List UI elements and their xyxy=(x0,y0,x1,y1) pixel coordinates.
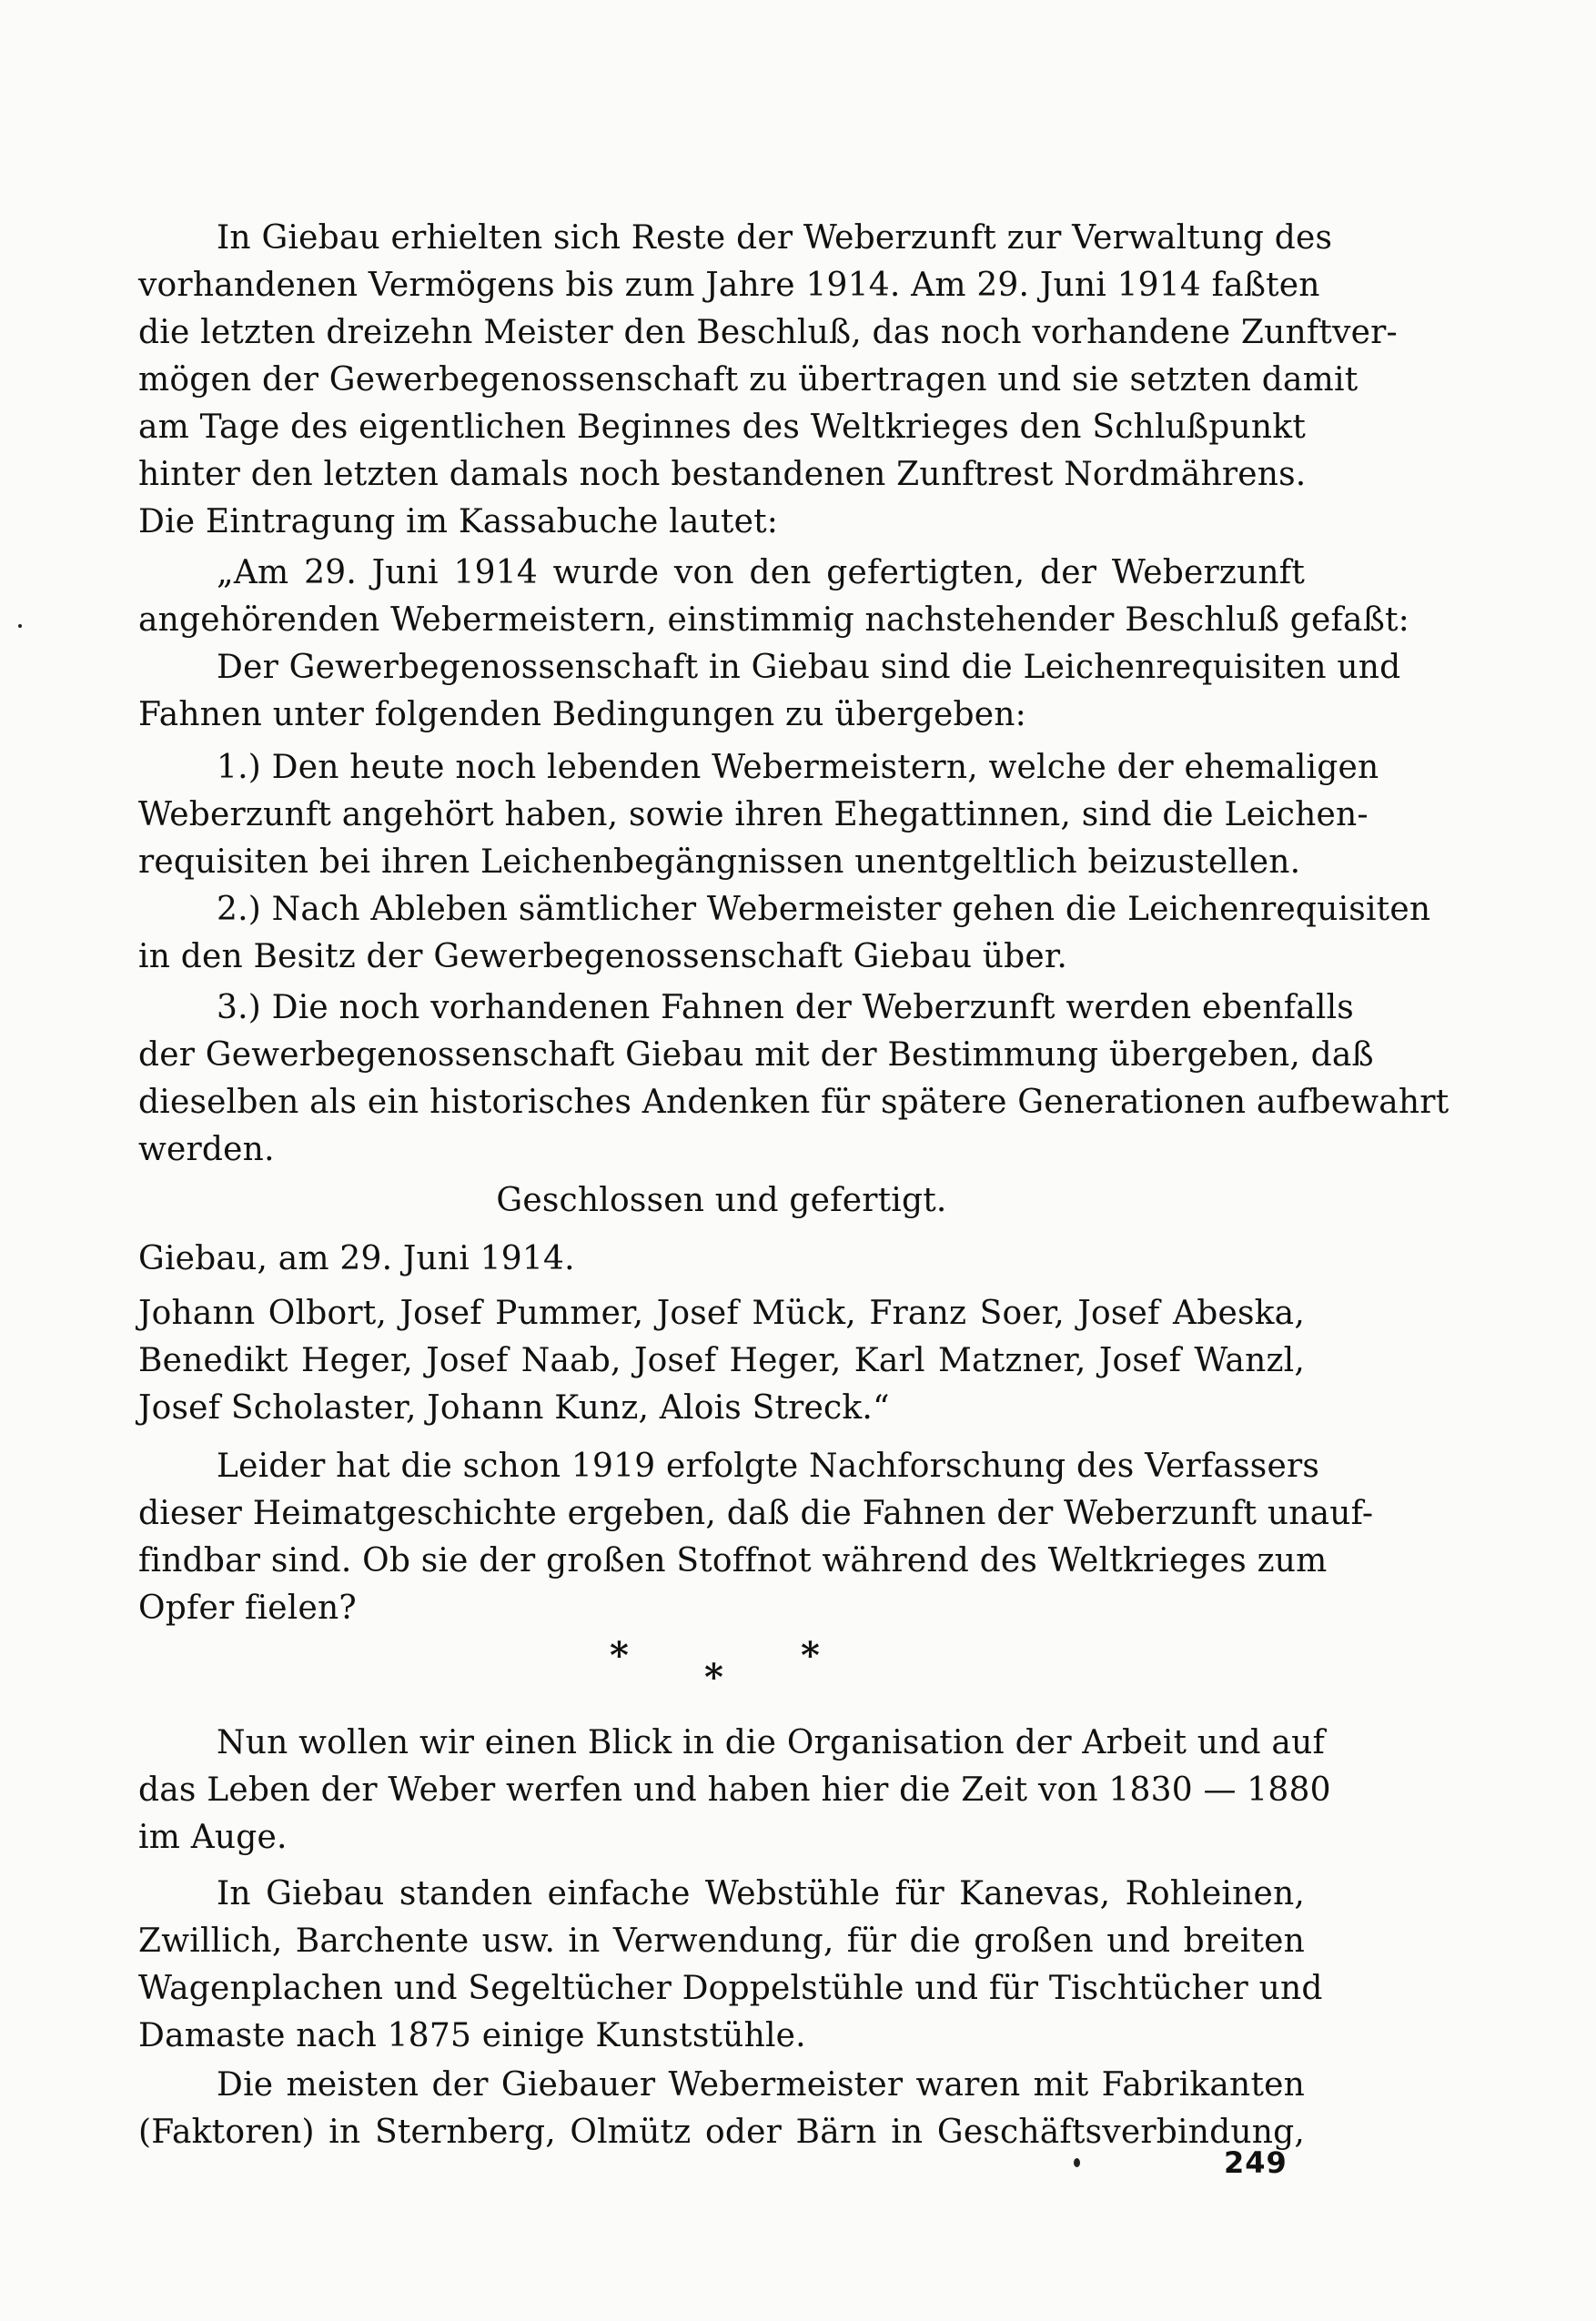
paragraph-1-line: hinter den letzten damals noch bestandenen Zunftrest Nordmährens. xyxy=(138,456,1307,493)
closing-line: Geschlossen und gefertigt. xyxy=(496,1182,947,1219)
paragraph-1-line: die letzten dreizehn Meister den Beschluß, das noch vorhandene Zunftver- xyxy=(138,314,1398,351)
paragraph-4-line: Zwillich, Barchente usw. in Verwendung, für die großen und breiten xyxy=(138,1922,1305,1960)
quote-resolution-line: Fahnen unter folgenden Bedingungen zu übergeben: xyxy=(138,696,1026,733)
scan-speck xyxy=(1074,2158,1080,2167)
signatories-line: Josef Scholaster, Johann Kunz, Alois Streck.“ xyxy=(138,1389,890,1427)
paragraph-4-line: In Giebau standen einfache Webstühle für Kanevas, Rohleinen, xyxy=(217,1875,1305,1912)
paragraph-3-line: im Auge. xyxy=(138,1819,288,1856)
scan-speck xyxy=(18,624,22,628)
paragraph-2-line: Leider hat die schon 1919 erfolgte Nachforschung des Verfassers xyxy=(217,1448,1320,1485)
resolution-item-2-line: 2.) Nach Ableben sämtlicher Webermeister gehen die Leichenrequisiten xyxy=(217,891,1431,928)
page-number: 249 xyxy=(1224,2145,1288,2180)
paragraph-1-line: am Tage des eigentlichen Beginnes des Weltkrieges den Schlußpunkt xyxy=(138,409,1306,446)
separator-star: * xyxy=(704,1656,723,1699)
paragraph-3-line: das Leben der Weber werfen und haben hier die Zeit von 1830 — 1880 xyxy=(138,1771,1331,1809)
paragraph-1-line: mögen der Gewerbegenossenschaft zu übertragen und sie setzten damit xyxy=(138,361,1359,399)
quote-intro-line: „Am 29. Juni 1914 wurde von den gefertigten, der Weberzunft xyxy=(217,554,1305,591)
quote-intro-line: angehörenden Webermeistern, einstimmig nachstehender Beschluß gefaßt: xyxy=(138,601,1409,639)
resolution-item-3-line: dieselben als ein historisches Andenken für spätere Generationen aufbewahrt xyxy=(138,1084,1450,1121)
paragraph-4-line: Wagenplachen und Segeltücher Doppelstühle und für Tischtücher und xyxy=(138,1970,1323,2007)
resolution-item-3-line: werden. xyxy=(138,1131,275,1168)
paragraph-1-line: vorhandenen Vermögens bis zum Jahre 1914. Am 29. Juni 1914 faßten xyxy=(138,267,1320,304)
paragraph-3-line: Nun wollen wir einen Blick in die Organisation der Arbeit und auf xyxy=(217,1724,1325,1761)
paragraph-5-line: (Faktoren) in Sternberg, Olmütz oder Bärn in Geschäftsverbindung, xyxy=(138,2114,1305,2151)
separator-star: * xyxy=(801,1634,820,1677)
resolution-item-1-line: Weberzunft angehört haben, sowie ihren Ehegattinnen, sind die Leichen- xyxy=(138,796,1369,833)
separator-star: * xyxy=(610,1634,629,1677)
signatories-line: Benedikt Heger, Josef Naab, Josef Heger, Karl Matzner, Josef Wanzl, xyxy=(138,1342,1305,1379)
paragraph-1-line: Die Eintragung im Kassabuche lautet: xyxy=(138,503,779,540)
section-separator xyxy=(138,1634,1305,1699)
paragraph-2-line: findbar sind. Ob sie der großen Stoffnot während des Weltkrieges zum xyxy=(138,1542,1328,1579)
signatories-line: Johann Olbort, Josef Pummer, Josef Mück, Franz Soer, Josef Abeska, xyxy=(138,1295,1305,1332)
paragraph-1-line: In Giebau erhielten sich Reste der Weberzunft zur Verwaltung des xyxy=(217,219,1333,257)
resolution-item-1-line: 1.) Den heute noch lebenden Webermeistern, welche der ehemaligen xyxy=(217,749,1379,786)
place-date: Giebau, am 29. Juni 1914. xyxy=(138,1240,575,1277)
quote-resolution-line: Der Gewerbegenossenschaft in Giebau sind die Leichenrequisiten und xyxy=(217,649,1401,686)
resolution-item-1-line: requisiten bei ihren Leichenbegängnissen unentgeltlich beizustellen. xyxy=(138,843,1301,881)
resolution-item-3-line: 3.) Die noch vorhandenen Fahnen der Weberzunft werden ebenfalls xyxy=(217,989,1354,1026)
resolution-item-3-line: der Gewerbegenossenschaft Giebau mit der Bestimmung übergeben, daß xyxy=(138,1036,1374,1074)
paragraph-5-line: Die meisten der Giebauer Webermeister waren mit Fabrikanten xyxy=(217,2066,1305,2104)
resolution-item-2-line: in den Besitz der Gewerbegenossenschaft Giebau über. xyxy=(138,938,1068,975)
paragraph-2-line: Opfer fielen? xyxy=(138,1589,357,1627)
paragraph-4-line: Damaste nach 1875 einige Kunststühle. xyxy=(138,2017,806,2054)
paragraph-2-line: dieser Heimatgeschichte ergeben, daß die Fahnen der Weberzunft unauf- xyxy=(138,1495,1374,1532)
